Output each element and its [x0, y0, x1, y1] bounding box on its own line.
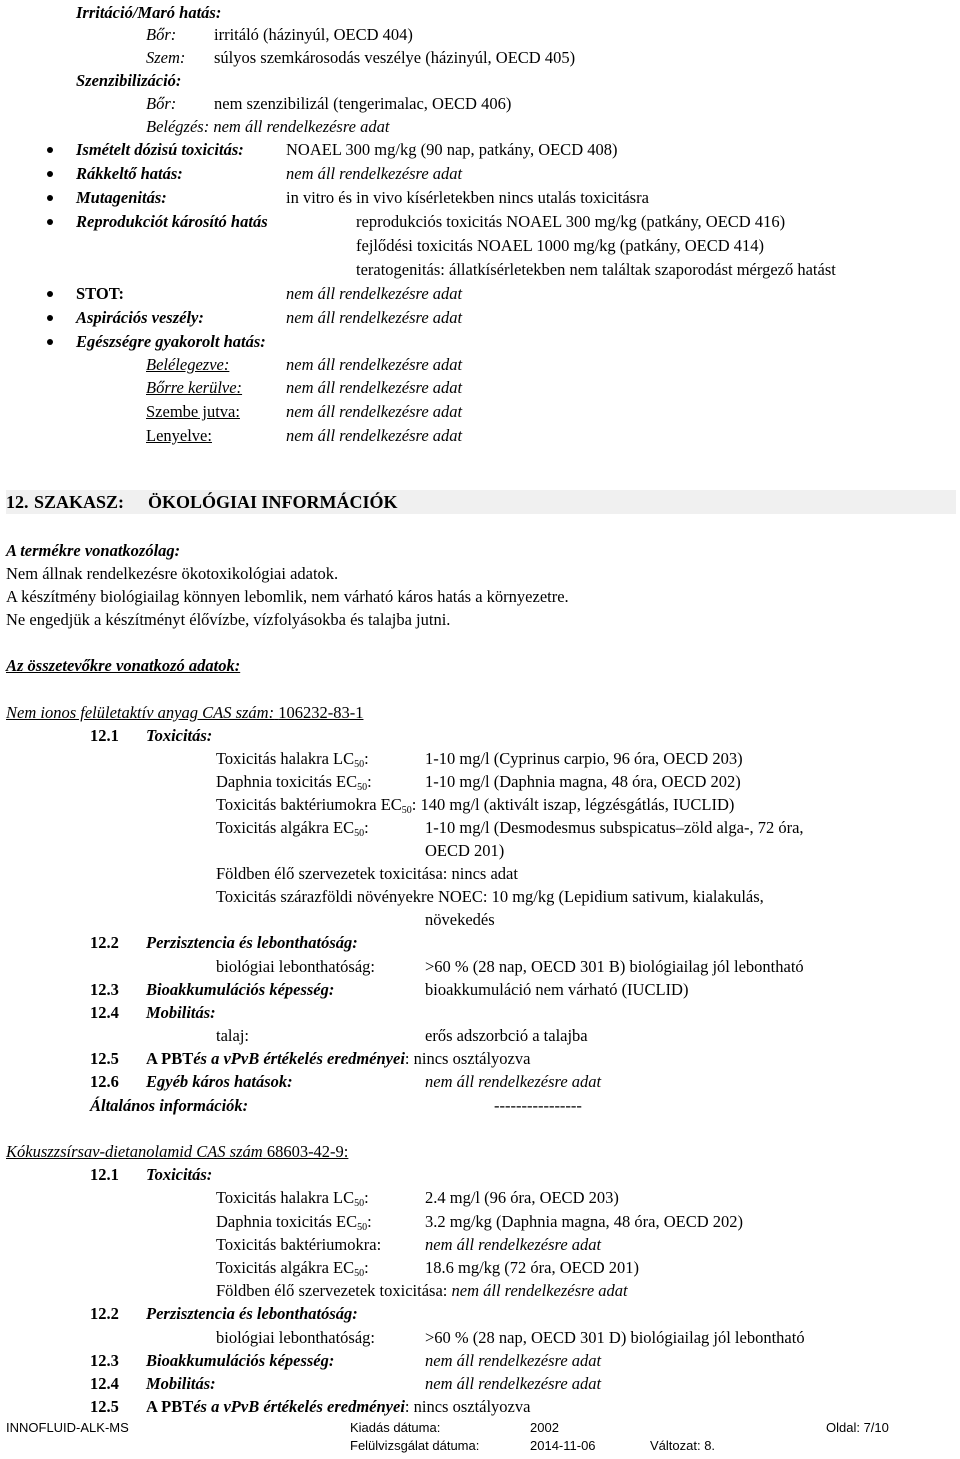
c1-s3-number: 12.3 — [90, 980, 119, 999]
c1-s6-number: 12.6 — [90, 1072, 119, 1091]
product-heading: A termékre vonatkozólag: — [6, 541, 181, 560]
c1-s6-title: Egyéb káros hatások: — [146, 1072, 293, 1091]
components-heading: Az összetevőkre vonatkozó adatok: — [6, 656, 241, 675]
skin-label: Bőr: — [146, 25, 177, 44]
footer-product: INNOFLUID-ALK-MS — [6, 1420, 129, 1435]
c1-s2-number: 12.2 — [90, 933, 119, 952]
c2-fish-label: Toxicitás halakra $LC_{50}$: — [216, 1188, 369, 1209]
c1-soil-value: erős adszorbció a talajba — [425, 1026, 588, 1045]
c2-s4-number: 12.4 — [90, 1374, 119, 1393]
c2-soil-line: Földben élő szervezetek toxicitása: nem áll rendelkezésre adat — [216, 1281, 628, 1300]
c1-plants-2: növekedés — [425, 910, 495, 929]
c1-s5-number: 12.5 — [90, 1049, 119, 1068]
eye-contact-label: Szembe jutva: — [146, 402, 240, 421]
c2-s3-title: Bioakkumulációs képesség: — [146, 1351, 335, 1370]
c1-plants: Toxicitás szárazföldi növényekre NOEC: 10 mg/kg (Lepidium sativum, kialakulás, — [216, 887, 764, 906]
sens-skin-value: nem szenzibilizál (tengerimalac, OECD 406) — [214, 94, 512, 113]
section-label: SZAKASZ: — [34, 492, 125, 512]
component-1-name: Nem ionos felületaktív anyag CAS szám: 106232-83-1 — [6, 703, 364, 722]
sensitization-heading: Szenzibilizáció: — [76, 71, 182, 90]
bullet-icon — [47, 339, 53, 345]
reproductive-value-1: reprodukciós toxicitás NOAEL 300 mg/kg (patkány, OECD 416) — [356, 212, 786, 231]
c1-s4-number: 12.4 — [90, 1003, 119, 1022]
inhalation-line: Belégzés: nem áll rendelkezésre adat — [146, 117, 390, 136]
sens-skin-label: Bőr: — [146, 94, 177, 113]
bullet-icon — [47, 171, 53, 177]
c2-bacteria-label: Toxicitás baktériumokra: — [216, 1235, 382, 1254]
c1-biodeg-label: biológiai lebonthatóság: — [216, 957, 376, 976]
c1-s1-number: 12.1 — [90, 726, 119, 745]
c1-general-label: Általános információk: — [90, 1096, 249, 1115]
footer-review-value: 2014-11-06 — [530, 1438, 596, 1453]
mutagenicity-label: Mutagenitás: — [76, 188, 167, 207]
c2-biodeg-label: biológiai lebonthatóság: — [216, 1328, 376, 1347]
c2-biodeg-value: >60 % (28 nap, OECD 301 D) biológiailag jól lebontható — [425, 1328, 805, 1347]
footer-page: Oldal: 7/10 — [826, 1420, 889, 1435]
mutagenicity-value: in vitro és in vivo kísérletekben nincs utalás toxicitásra — [286, 188, 649, 207]
eye-contact-value: nem áll rendelkezésre adat — [286, 402, 463, 421]
c1-s3-title: Bioakkumulációs képesség: — [146, 980, 335, 999]
irritation-heading: Irritáció/Maró hatás: — [76, 3, 222, 22]
c1-soil: Földben élő szervezetek toxicitása: nincs adat — [216, 864, 518, 883]
skin-contact-label: Bőrre kerülve: — [146, 378, 243, 397]
c1-daphnia-label: Daphnia toxicitás $EC_{50}$: — [216, 772, 372, 793]
c2-s1-number: 12.1 — [90, 1165, 119, 1184]
c1-s1-title: Toxicitás: — [146, 726, 213, 745]
eye-label: Szem: — [146, 48, 186, 67]
c2-s1-title: Toxicitás: — [146, 1165, 213, 1184]
c2-daphnia-label: Daphnia toxicitás $EC_{50}$: — [216, 1212, 372, 1233]
c2-s3-value: nem áll rendelkezésre adat — [425, 1351, 602, 1370]
carcinogenic-label: Rákkeltő hatás: — [76, 164, 183, 183]
c1-algae-value: 1-10 mg/l (Desmodesmus subspicatus–zöld alga-, 72 óra, — [425, 818, 804, 837]
health-effects-label: Egészségre gyakorolt hatás: — [76, 332, 266, 351]
product-line-2: A készítmény biológiailag könnyen lebomlik, nem várható káros hatás a környezetre. — [6, 587, 569, 606]
inhaled-value: nem áll rendelkezésre adat — [286, 355, 463, 374]
c2-algae-value: 18.6 mg/kg (72 óra, OECD 201) — [425, 1258, 640, 1277]
c2-s5-line: A PBTés a vPvB értékelés eredményei: nincs osztályozva — [146, 1397, 531, 1416]
repeated-dose-label: Ismételt dózisú toxicitás: — [76, 140, 244, 159]
c1-s4-title: Mobilitás: — [146, 1003, 216, 1022]
swallowed-value: nem áll rendelkezésre adat — [286, 426, 463, 445]
c1-bacteria-line: Toxicitás baktériumokra $EC_{50}$: 140 mg/l (aktivált iszap, légzésgátlás, IUCLID) — [216, 795, 735, 816]
c1-algae-value-2: OECD 201) — [425, 841, 505, 860]
c2-s4-value: nem áll rendelkezésre adat — [425, 1374, 602, 1393]
c2-algae-label: Toxicitás algákra $EC_{50}$: — [216, 1258, 369, 1279]
eye-value: súlyos szemkárosodás veszélye (házinyúl, OECD 405) — [214, 48, 576, 67]
carcinogenic-value: nem áll rendelkezésre adat — [286, 164, 463, 183]
c1-algae-label: Toxicitás algákra $EC_{50}$: — [216, 818, 369, 839]
stot-value: nem áll rendelkezésre adat — [286, 284, 463, 303]
c1-fish-label: Toxicitás halakra $LC_{50}$: — [216, 749, 369, 770]
c1-fish-value: 1-10 mg/l (Cyprinus carpio, 96 óra, OECD 203) — [425, 749, 743, 768]
c2-fish-value: 2.4 mg/l (96 óra, OECD 203) — [425, 1188, 619, 1207]
c1-s5-line: A PBTés a vPvB értékelés eredményei: nincs osztályozva — [146, 1049, 531, 1068]
c2-s3-number: 12.3 — [90, 1351, 119, 1370]
swallowed-label: Lenyelve: — [146, 426, 212, 445]
c1-s2-title: Perzisztencia és lebonthatóság: — [146, 933, 358, 952]
aspiration-label: Aspirációs veszély: — [76, 308, 204, 327]
component-2-name: Kókuszzsírsav-dietanolamid CAS szám 68603-42-9: — [6, 1142, 349, 1161]
c1-daphnia-value: 1-10 mg/l (Daphnia magna, 48 óra, OECD 202) — [425, 772, 741, 791]
c1-biodeg-value: >60 % (28 nap, OECD 301 B) biológiailag jól lebontható — [425, 957, 804, 976]
footer-issue-value: 2002 — [530, 1420, 559, 1435]
aspiration-value: nem áll rendelkezésre adat — [286, 308, 463, 327]
c1-s6-value: nem áll rendelkezésre adat — [425, 1072, 602, 1091]
product-line-3: Ne engedjük a készítményt élővízbe, vízfolyásokba és talajba jutni. — [6, 610, 451, 629]
section-title: ÖKOLÓGIAI INFORMÁCIÓK — [148, 492, 398, 512]
reproductive-value-2: fejlődési toxicitás NOAEL 1000 mg/kg (patkány, OECD 414) — [356, 236, 764, 255]
skin-contact-value: nem áll rendelkezésre adat — [286, 378, 463, 397]
product-line-1: Nem állnak rendelkezésre ökotoxikológiai adatok. — [6, 564, 339, 583]
footer-issue-label: Kiadás dátuma: — [350, 1420, 441, 1435]
stot-label: STOT: — [76, 284, 124, 303]
c1-soil-label: talaj: — [216, 1026, 249, 1045]
bullet-icon — [47, 195, 53, 201]
footer-version: Változat: 8. — [650, 1438, 716, 1453]
c2-s2-title: Perzisztencia és lebonthatóság: — [146, 1304, 358, 1323]
c1-general-value: ---------------- — [494, 1096, 582, 1115]
c2-s4-title: Mobilitás: — [146, 1374, 216, 1393]
footer-review-label: Felülvizsgálat dátuma: — [350, 1438, 480, 1453]
reproductive-label: Reprodukciót károsító hatás — [76, 212, 268, 231]
bullet-icon — [47, 147, 53, 153]
inhaled-label: Belélegezve: — [146, 355, 230, 374]
section-number: 12. — [6, 492, 29, 512]
section-12-header — [6, 490, 956, 514]
repeated-dose-value: NOAEL 300 mg/kg (90 nap, patkány, OECD 408) — [286, 140, 618, 159]
reproductive-value-3: teratogenitás: állatkísérletekben nem találtak szaporodást mérgező hatást — [356, 260, 836, 279]
bullet-icon — [47, 291, 53, 297]
c2-bacteria-value: nem áll rendelkezésre adat — [425, 1235, 602, 1254]
bullet-icon — [47, 219, 53, 225]
c2-s2-number: 12.2 — [90, 1304, 119, 1323]
skin-value: irritáló (házinyúl, OECD 404) — [214, 25, 413, 44]
bullet-icon — [47, 315, 53, 321]
c2-s5-number: 12.5 — [90, 1397, 119, 1416]
c1-s3-value: bioakkumuláció nem várható (IUCLID) — [425, 980, 689, 999]
c2-daphnia-value: 3.2 mg/kg (Daphnia magna, 48 óra, OECD 202) — [425, 1212, 744, 1231]
